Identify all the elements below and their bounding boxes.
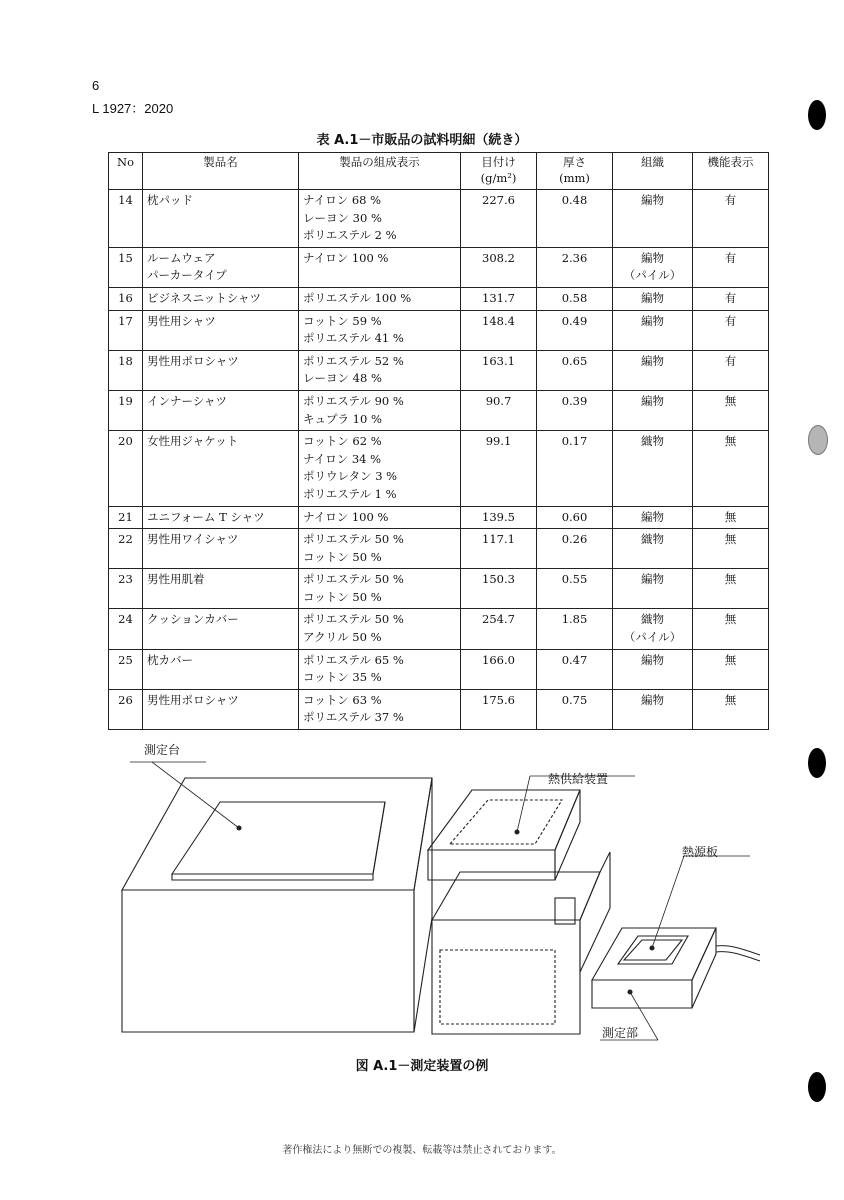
cell-weight: 308.2 [461,247,537,287]
cell-product-name-line: 男性用ポロシャツ [147,353,239,368]
binder-hole-mark [808,425,828,455]
cell-composition-line: ポリエステル 50 % [303,572,404,587]
heat-supply-device-drawing [428,776,635,1034]
cell-thickness: 0.65 [537,350,613,390]
cell-structure [613,609,693,649]
cell-composition-line: キュプラ 10 % [303,411,382,426]
cell-weight: 90.7 [461,390,537,430]
measurement-apparatus-figure [110,740,760,1060]
cell-thickness: 0.47 [537,649,613,689]
cell-structure-line: 編物 [641,572,664,587]
cell-product-name-line: 枕カバー [147,652,193,667]
measuring-stage-drawing [122,762,432,1032]
cell-thickness: 0.49 [537,310,613,350]
cell-composition-line: ポリエステル 41 % [303,331,404,346]
cell-product-name-line: パーカータイプ [147,268,227,283]
header-composition: 製品の組成表示 [299,153,461,190]
cell-no: 21 [109,506,143,529]
cell-composition-line: ポリエステル 90 % [303,393,404,408]
cell-composition [299,190,461,248]
cell-composition [299,649,461,689]
cell-structure-line: （パイル） [623,630,682,645]
figure-caption: 図 A.1－測定装置の例 [355,1059,489,1074]
cell-thickness: 0.75 [537,689,613,729]
table-row [109,287,769,310]
cell-composition-line: コットン 50 % [303,589,382,604]
cell-composition-line: アクリル 50 % [303,630,382,645]
table-row [109,247,769,287]
table-row [109,689,769,729]
cell-composition [299,431,461,506]
cell-product-name-line: ビジネスニットシャツ [147,290,261,305]
table-row [109,431,769,506]
cell-weight: 254.7 [461,609,537,649]
cell-composition-line: コットン 35 % [303,670,382,685]
copyright-notice: 著作権法により無断での複製、転載等は禁止されております。 [282,1145,562,1156]
cell-function: 無 [693,529,769,569]
cell-product-name [143,310,299,350]
cell-composition [299,310,461,350]
cell-structure [613,190,693,248]
cell-structure-line: 織物 [641,532,664,547]
cell-composition-line: ポリウレタン 3 % [303,469,398,484]
cell-composition-line: ナイロン 100 % [303,509,389,524]
cell-no: 17 [109,310,143,350]
cell-product-name [143,247,299,287]
standard-number: L 1927：2020 [92,101,174,116]
cell-weight: 139.5 [461,506,537,529]
cell-product-name-line: 女性用ジャケット [147,434,239,449]
cell-structure [613,310,693,350]
cell-product-name-line: ユニフォーム T シャツ [147,509,265,524]
cell-composition [299,247,461,287]
cell-product-name [143,506,299,529]
cell-composition-line: レーヨン 30 % [303,210,382,225]
page-number: 6 [92,78,100,93]
cell-function: 有 [693,350,769,390]
label-measuring-stage: 測定台 [144,743,181,757]
cell-function: 有 [693,310,769,350]
cell-composition-line: ポリエステル 52 % [303,353,404,368]
cell-no: 22 [109,529,143,569]
cell-structure-line: 編物 [641,353,664,368]
cell-composition [299,350,461,390]
cell-structure [613,689,693,729]
cell-no: 20 [109,431,143,506]
cell-product-name-line: 男性用肌着 [147,572,205,587]
header-weight-label: 目付け [481,155,516,169]
label-heat-source-plate: 熱源板 [682,845,719,859]
cell-function: 有 [693,247,769,287]
cell-thickness: 0.17 [537,431,613,506]
table-row [109,529,769,569]
cell-function: 有 [693,190,769,248]
cell-structure-line: 織物 [641,434,664,449]
cell-product-name [143,287,299,310]
cell-structure-line: 編物 [641,193,664,207]
cell-composition-line: レーヨン 48 % [303,371,382,386]
table-row [109,390,769,430]
cell-no: 16 [109,287,143,310]
binder-hole-mark [808,748,826,778]
cell-function: 無 [693,689,769,729]
cell-structure [613,350,693,390]
cell-function: 有 [693,287,769,310]
table-row [109,310,769,350]
cell-weight: 150.3 [461,569,537,609]
cell-function: 無 [693,431,769,506]
cell-no: 14 [109,190,143,248]
header-thickness-unit: (mm) [559,171,590,185]
cell-weight: 166.0 [461,649,537,689]
cell-structure-line: 編物 [641,509,664,524]
cell-product-name-line: 枕パッド [147,193,193,207]
cell-composition [299,569,461,609]
cell-composition-line: ナイロン 34 % [303,451,382,466]
cell-no: 26 [109,689,143,729]
table-body [109,190,769,730]
header-thickness [537,153,613,190]
cell-composition-line: ナイロン 68 % [303,193,382,207]
binder-hole-mark [808,100,826,130]
cell-structure [613,247,693,287]
cell-composition-line: ポリエステル 50 % [303,532,404,547]
cell-composition-line: コットン 50 % [303,549,382,564]
cell-product-name [143,190,299,248]
cell-product-name [143,529,299,569]
cell-product-name-line: ルームウェア [147,250,216,265]
cell-product-name [143,431,299,506]
cell-no: 24 [109,609,143,649]
cell-no: 19 [109,390,143,430]
cell-composition [299,506,461,529]
table-row [109,350,769,390]
cell-thickness: 1.85 [537,609,613,649]
cell-composition [299,689,461,729]
cell-product-name [143,569,299,609]
cell-composition-line: ナイロン 100 % [303,250,389,265]
cell-weight: 99.1 [461,431,537,506]
table-caption: 表 A.1－市販品の試料明細（続き） [316,133,528,148]
cell-composition [299,609,461,649]
cell-product-name [143,689,299,729]
label-heat-supply-device: 熱供給装置 [548,772,609,786]
cell-weight: 131.7 [461,287,537,310]
cell-composition [299,287,461,310]
cell-composition-line: コットン 59 % [303,313,382,328]
cell-structure [613,529,693,569]
cell-thickness: 0.26 [537,529,613,569]
cell-thickness: 0.58 [537,287,613,310]
table-row [109,506,769,529]
cell-weight: 175.6 [461,689,537,729]
cell-composition-line: ポリエステル 37 % [303,710,404,725]
cell-composition [299,390,461,430]
cell-structure-line: 編物 [641,290,664,305]
table-row [109,569,769,609]
cell-structure [613,649,693,689]
cell-composition-line: コットン 62 % [303,434,382,449]
cell-structure [613,390,693,430]
table-row [109,649,769,689]
cell-product-name-line: 男性用ワイシャツ [147,532,239,547]
cell-product-name [143,350,299,390]
header-no: No [109,153,143,190]
cell-composition-line: ポリエステル 65 % [303,652,404,667]
cell-structure-line: （パイル） [623,268,682,283]
header-structure: 組織 [613,153,693,190]
binder-hole-mark [808,1072,826,1102]
cell-product-name-line: 男性用ポロシャツ [147,692,239,707]
cell-thickness: 0.48 [537,190,613,248]
cell-no: 25 [109,649,143,689]
cell-product-name-line: クッションカバー [147,612,239,627]
cell-function: 無 [693,506,769,529]
cell-product-name [143,390,299,430]
header-function: 機能表示 [693,153,769,190]
cell-function: 無 [693,569,769,609]
cell-structure-line: 編物 [641,250,664,265]
cell-structure [613,287,693,310]
cell-weight: 227.6 [461,190,537,248]
cell-product-name [143,649,299,689]
table-row [109,190,769,248]
table-header-row [109,153,769,190]
cell-function: 無 [693,390,769,430]
cell-product-name-line: 男性用シャツ [147,313,216,328]
cell-thickness: 0.55 [537,569,613,609]
label-measuring-unit: 測定部 [602,1026,639,1040]
cell-weight: 148.4 [461,310,537,350]
cell-no: 18 [109,350,143,390]
cell-composition-line: ポリエステル 50 % [303,612,404,627]
cell-no: 23 [109,569,143,609]
cell-composition-line: ポリエステル 2 % [303,228,397,243]
header-weight-unit: (g/m²) [480,171,517,185]
header-weight [461,153,537,190]
cell-no: 15 [109,247,143,287]
cell-weight: 117.1 [461,529,537,569]
cell-weight: 163.1 [461,350,537,390]
cell-structure [613,506,693,529]
cell-structure-line: 編物 [641,313,664,328]
cell-composition-line: ポリエステル 100 % [303,290,412,305]
cell-function: 無 [693,609,769,649]
cell-function: 無 [693,649,769,689]
measuring-unit-drawing [592,856,760,1040]
cell-thickness: 0.39 [537,390,613,430]
cell-structure [613,431,693,506]
cell-composition-line: コットン 63 % [303,692,382,707]
cell-structure-line: 編物 [641,393,664,408]
cell-composition [299,529,461,569]
cell-structure-line: 織物 [641,612,664,627]
cell-structure-line: 編物 [641,652,664,667]
cell-composition-line: ポリエステル 1 % [303,486,397,501]
cell-thickness: 0.60 [537,506,613,529]
cell-thickness: 2.36 [537,247,613,287]
header-product: 製品名 [143,153,299,190]
cell-product-name-line: インナーシャツ [147,393,228,408]
cell-structure [613,569,693,609]
specimen-table [108,152,769,730]
cell-product-name [143,609,299,649]
cell-structure-line: 編物 [641,692,664,707]
header-thickness-label: 厚さ [563,155,586,169]
table-row [109,609,769,649]
